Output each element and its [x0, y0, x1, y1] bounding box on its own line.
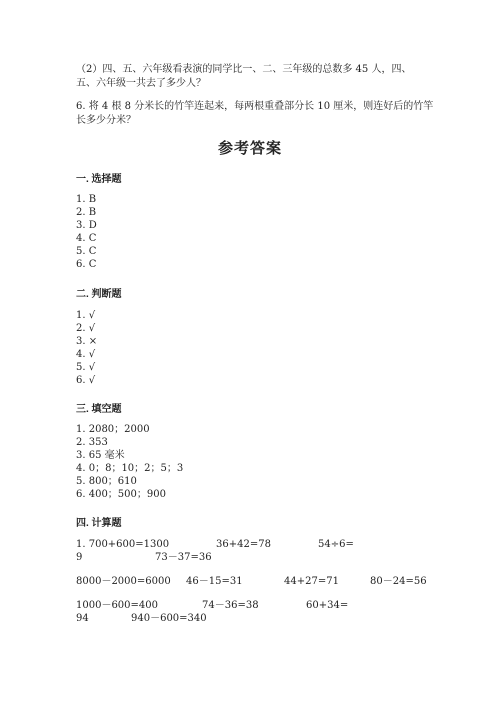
- list-item: 4. √: [76, 349, 96, 360]
- section-heading-fill-blank: 三. 填空题: [76, 404, 122, 415]
- list-item: 5. √: [76, 362, 96, 373]
- calc-expression: 8000－2000=6000: [76, 576, 171, 587]
- calc-expression: 1000－600=400: [76, 600, 159, 611]
- question-5-part2-line2: 五、六年级一共去了多少人？: [76, 78, 206, 89]
- list-item: 4. C: [76, 233, 97, 244]
- list-item: 2. √: [76, 323, 96, 334]
- question-5-part2-line1: （2）四、五、六年级看表演的同学比一、二、三年级的总数多 45 人，四、: [76, 64, 412, 75]
- calc-expression: 54÷6=: [318, 539, 354, 550]
- calc-expression: 46－15=31: [186, 576, 243, 587]
- list-item: 5. 800；610: [76, 476, 137, 487]
- list-item: 2. 353: [76, 437, 108, 448]
- calc-expression: 36+42=78: [216, 539, 271, 550]
- calc-expression: 73－37=36: [155, 552, 212, 563]
- list-item: 6. √: [76, 375, 96, 386]
- list-item: 3. ×: [76, 336, 98, 347]
- section-heading-choice: 一. 选择题: [76, 174, 122, 185]
- calc-expression: 80－24=56: [370, 576, 427, 587]
- list-item: 5. C: [76, 246, 97, 257]
- question-6-line1: 6. 将 4 根 8 分米长的竹竿连起来，每两根重叠部分长 10 厘米，则连好后的竹竿: [76, 101, 434, 112]
- calc-expression: 60+34=: [306, 600, 349, 611]
- list-item: 3. 65 毫米: [76, 450, 125, 461]
- answer-title: 参考答案: [217, 141, 282, 157]
- list-item: 1. B: [76, 194, 97, 205]
- section-heading-calculation: 四. 计算题: [76, 518, 122, 529]
- question-6-line2: 长多少分米？: [76, 115, 136, 126]
- list-item: 4. 0；8；10；2；5；3: [76, 463, 184, 474]
- calc-expression: 9: [76, 552, 83, 563]
- section-heading-judgment: 二. 判断题: [76, 289, 122, 300]
- list-item: 3. D: [76, 220, 97, 231]
- calc-expression: 44+27=71: [284, 576, 339, 587]
- list-item: 1. √: [76, 310, 96, 321]
- list-item: 1. 2080；2000: [76, 424, 150, 435]
- calc-expression: 74－36=38: [202, 600, 259, 611]
- list-item: 6. 400；500；900: [76, 489, 166, 500]
- calc-expression: 94: [76, 613, 89, 624]
- list-item: 6. C: [76, 259, 97, 270]
- list-item: 2. B: [76, 207, 97, 218]
- calc-expression: 1. 700+600=1300: [76, 539, 170, 550]
- calc-expression: 940－600=340: [131, 613, 207, 624]
